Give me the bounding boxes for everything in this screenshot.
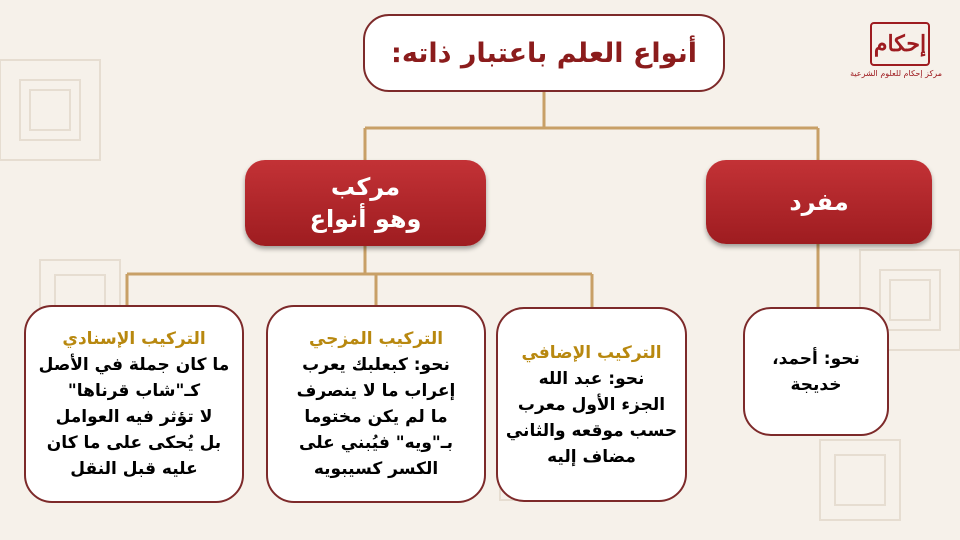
diagram-title <box>363 14 725 92</box>
mazji-line: إعراب ما لا ينصرف <box>296 381 456 401</box>
isnadi-line: ما كان جملة في الأصل <box>38 355 230 375</box>
logo <box>850 22 942 92</box>
murakkab-line2: وهو أنواع <box>309 205 422 233</box>
mazji-line: الكسر كسيبويه <box>313 459 439 479</box>
idafi-line: حسب موقعه والثاني <box>505 420 678 441</box>
mazji-line: ما لم يكن مختوما <box>304 407 448 427</box>
isnadi-line: بل يُحكى على ما كان <box>46 433 222 453</box>
idafi-node <box>496 307 687 502</box>
idafi-heading: التركيب الإضافي <box>521 342 662 363</box>
idafi-line: مضاف إليه <box>547 446 636 467</box>
murakkab-node <box>245 160 486 246</box>
mazji-line: بـ"ويه" فيُبني على <box>299 433 453 453</box>
isnadi-line: كـ"شاب قرناها" <box>67 381 201 401</box>
logo-subtitle: مركز إحكام للعلوم الشرعية <box>850 69 942 78</box>
mazji-heading: التركيب المزجي <box>308 329 444 349</box>
idafi-line: الجزء الأول معرب <box>517 394 666 415</box>
mazji-line: نحو: كبعلبك يعرب <box>302 355 450 375</box>
logo-mark <box>870 22 930 66</box>
logo-word: إحكام <box>873 31 927 57</box>
mufrad-label: مفرد <box>789 188 849 216</box>
idafi-line: نحو: عبد الله <box>538 368 645 389</box>
mufrad-node <box>706 160 932 244</box>
isnadi-line: لا تؤثر فيه العوامل <box>55 407 213 427</box>
isnadi-line: عليه قبل النقل <box>70 459 198 479</box>
isnadi-node <box>24 305 244 503</box>
mufrad-example-line: نحو: أحمد، <box>772 348 860 369</box>
murakkab-line1: مركب <box>330 173 401 201</box>
mazji-node <box>266 305 486 503</box>
mufrad-example-node <box>743 307 889 436</box>
diagram-title-text: أنواع العلم باعتبار ذاته: <box>391 37 697 69</box>
mufrad-example-line: خديجة <box>790 374 842 395</box>
isnadi-heading: التركيب الإسنادي <box>62 329 206 349</box>
